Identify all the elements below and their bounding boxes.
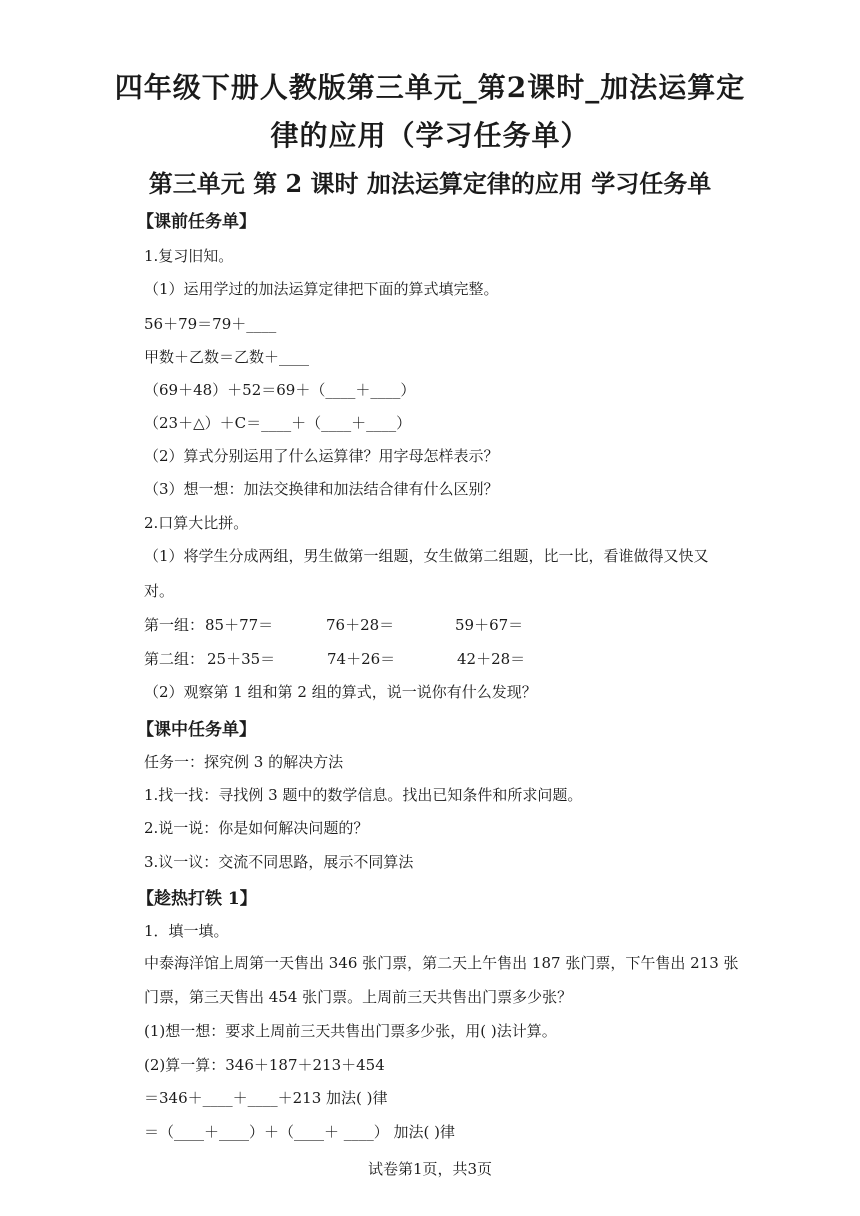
pre-class-item-1: 1.复习旧知。 bbox=[144, 247, 234, 265]
page-footer: 试卷第1页，共3页 bbox=[367, 1160, 493, 1178]
title-line-1: 四年级下册人教版第三单元_第2课时_加法运算定 bbox=[114, 71, 746, 104]
practice-part-1: (1)想一想：要求上周前三天共售出门票多少张，用( )法计算。 bbox=[144, 1022, 557, 1040]
practice-step-1: ＝346＋____＋____＋213 加法( )律 bbox=[144, 1089, 388, 1107]
practice-item-1: 1．填一填。 bbox=[144, 922, 229, 940]
group-1-item-1: 85＋77＝ bbox=[205, 616, 274, 634]
pre-class-question-5: （2）观察第 1 组和第 2 组的算式，说一说你有什么发现？ bbox=[144, 683, 537, 701]
subtitle: 第三单元 第 2 课时 加法运算定律的应用 学习任务单 bbox=[148, 169, 712, 198]
in-class-task-1: 任务一：探究例 3 的解决方法 bbox=[144, 753, 344, 771]
pre-class-question-1: （1）运用学过的加法运算定律把下面的算式填完整。 bbox=[144, 280, 499, 298]
pre-class-heading: 【课前任务单】 bbox=[137, 212, 256, 232]
pre-class-question-4-line-1: （1）将学生分成两组，男生做第一组题，女生做第二组题，比一比，看谁做得又快又 bbox=[144, 547, 709, 565]
group-2-item-3: 42＋28＝ bbox=[457, 650, 526, 668]
group-1-item-2: 76＋28＝ bbox=[326, 616, 395, 634]
equation-2: 甲数＋乙数＝乙数＋____ bbox=[144, 348, 310, 366]
group-2-item-2: 74＋26＝ bbox=[327, 650, 396, 668]
practice-part-2: (2)算一算：346＋187＋213＋454 bbox=[144, 1056, 385, 1074]
problem-text-line-1: 中泰海洋馆上周第一天售出 346 张门票，第二天上午售出 187 张门票，下午售出 213 张 bbox=[144, 954, 739, 972]
group-1-item-3: 59＋67＝ bbox=[455, 616, 524, 634]
in-class-step-2: 2.说一说：你是如何解决问题的？ bbox=[144, 819, 369, 837]
pre-class-question-2: （2）算式分别运用了什么运算律？用字母怎样表示？ bbox=[144, 447, 499, 465]
pre-class-question-4-line-2: 对。 bbox=[144, 582, 175, 600]
group-2-item-1: 25＋35＝ bbox=[207, 650, 276, 668]
group-2-label: 第二组： bbox=[144, 650, 205, 668]
practice-step-2: ＝（____＋____）＋（____＋ ____） 加法( )律 bbox=[144, 1123, 456, 1141]
equation-3: （69＋48）＋52＝69＋（____＋____） bbox=[144, 381, 416, 399]
problem-text-line-2: 门票，第三天售出 454 张门票。上周前三天共售出门票多少张？ bbox=[144, 988, 573, 1006]
in-class-step-1: 1.找一找：寻找例 3 题中的数学信息。找出已知条件和所求问题。 bbox=[144, 786, 583, 804]
group-1-label: 第一组： bbox=[144, 616, 205, 634]
title-line-2: 律的应用（学习任务单） bbox=[270, 119, 590, 152]
in-class-step-3: 3.议一议：交流不同思路，展示不同算法 bbox=[144, 853, 414, 871]
equation-1: 56＋79＝79＋____ bbox=[144, 315, 277, 333]
practice-heading: 【趁热打铁 1】 bbox=[137, 889, 257, 909]
pre-class-question-3: （3）想一想：加法交换律和加法结合律有什么区别？ bbox=[144, 480, 499, 498]
in-class-heading: 【课中任务单】 bbox=[137, 720, 256, 740]
equation-4: （23＋△）＋C＝____＋（____＋____） bbox=[144, 414, 412, 432]
pre-class-item-2: 2.口算大比拼。 bbox=[144, 514, 249, 532]
